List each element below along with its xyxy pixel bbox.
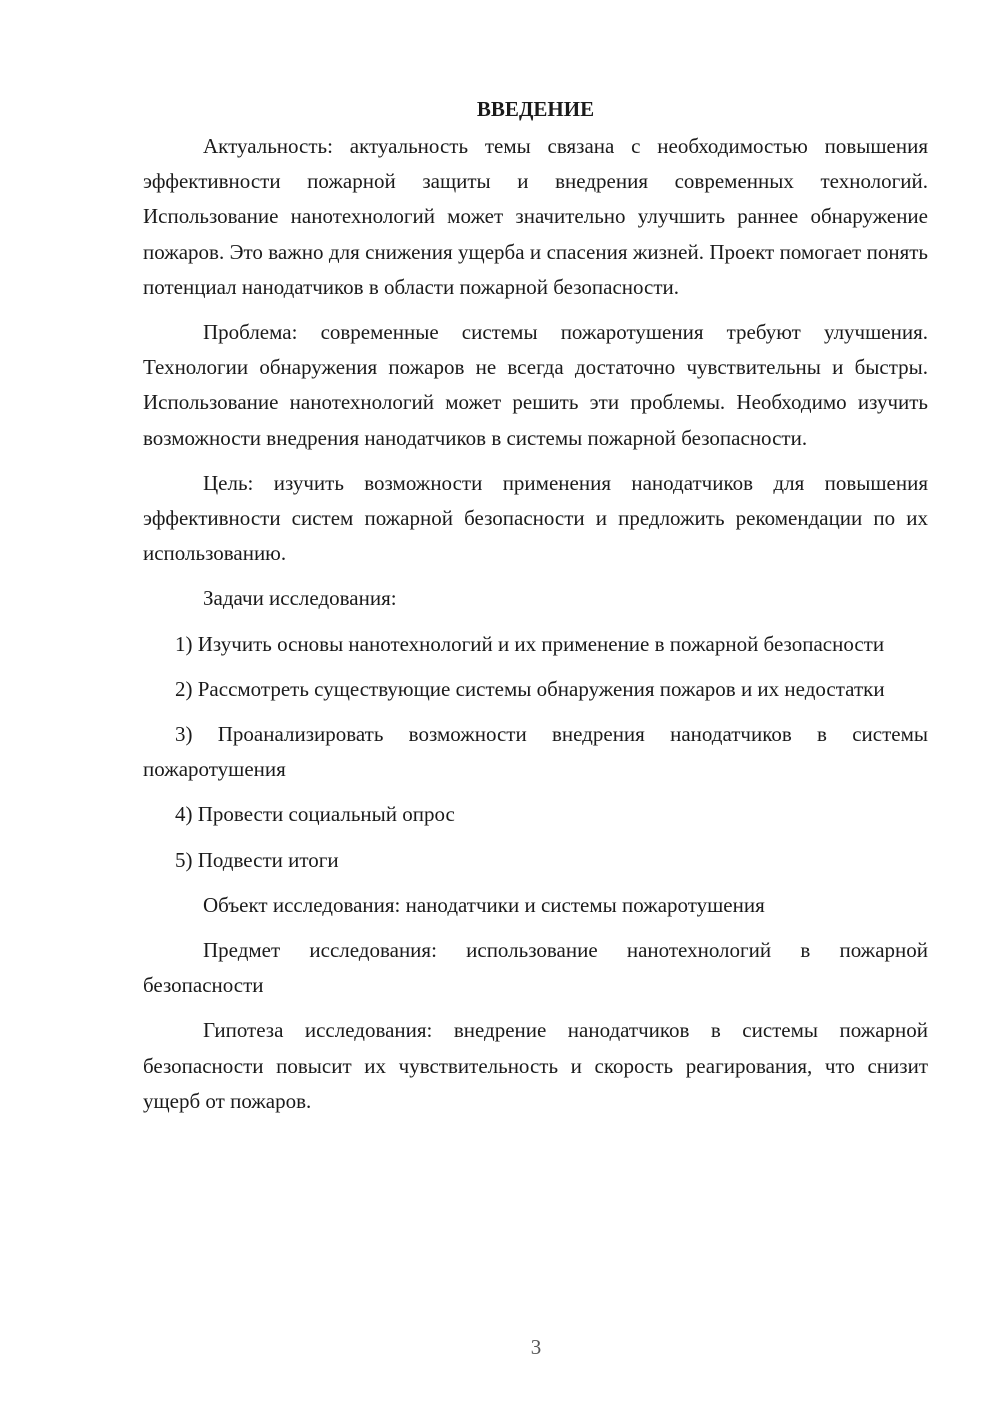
- page-title: ВВЕДЕНИЕ: [476, 97, 595, 121]
- tasks-heading: Задачи исследования:: [203, 586, 397, 611]
- subject-paragraph: Предмет исследования: использование нанотехнологий в пожарной безопасности: [143, 938, 928, 998]
- goal-paragraph: Цель: изучить возможности применения нанодатчиков для повышения эффективности систем пожарной безопасности и предложить рекомендации по их использованию.: [143, 470, 928, 566]
- hypothesis-paragraph: Гипотеза исследования: внедрение нанодатчиков в системы пожарной безопасности повысит их чувствительность и скорость реагирования, что снизит ущерб от пожаров.: [143, 1018, 928, 1113]
- task-item-5: 5) Подвести итоги: [175, 847, 339, 872]
- document-page: [143, 92, 928, 1129]
- object-paragraph: Объект исследования: нанодатчики и системы пожаротушения: [203, 892, 765, 917]
- problem-paragraph: Проблема: современные системы пожаротушения требуют улучшения. Технологии обнаружения пожаров не всегда достаточно чувствительны и быстры. Использование нанотехнологий может решить эти проблемы. Необходимо изучить возможности внедрения нанодатчиков в системы пожарной безопасности.: [143, 320, 928, 450]
- task-item-1: 1) Изучить основы нанотехнологий и их применение в пожарной безопасности: [175, 631, 885, 656]
- task-item-2: 2) Рассмотреть существующие системы обнаружения пожаров и их недостатки: [175, 676, 885, 701]
- relevance-paragraph: Актуальность: актуальность темы связана с необходимостью повышения эффективности пожарной защиты и внедрения современных технологий. Использование нанотехнологий может значительно улучшить раннее обнаружение пожаров. Это важно для снижения ущерба и спасения жизней. Проект помогает понять потенциал нанодатчиков в области пожарной безопасности.: [143, 134, 928, 299]
- task-item-3: 3) Проанализировать возможности внедрения нанодатчиков в системы пожаротушения: [143, 722, 928, 782]
- task-item-4: 4) Провести социальный опрос: [175, 802, 455, 827]
- page-number: 3: [530, 1335, 542, 1359]
